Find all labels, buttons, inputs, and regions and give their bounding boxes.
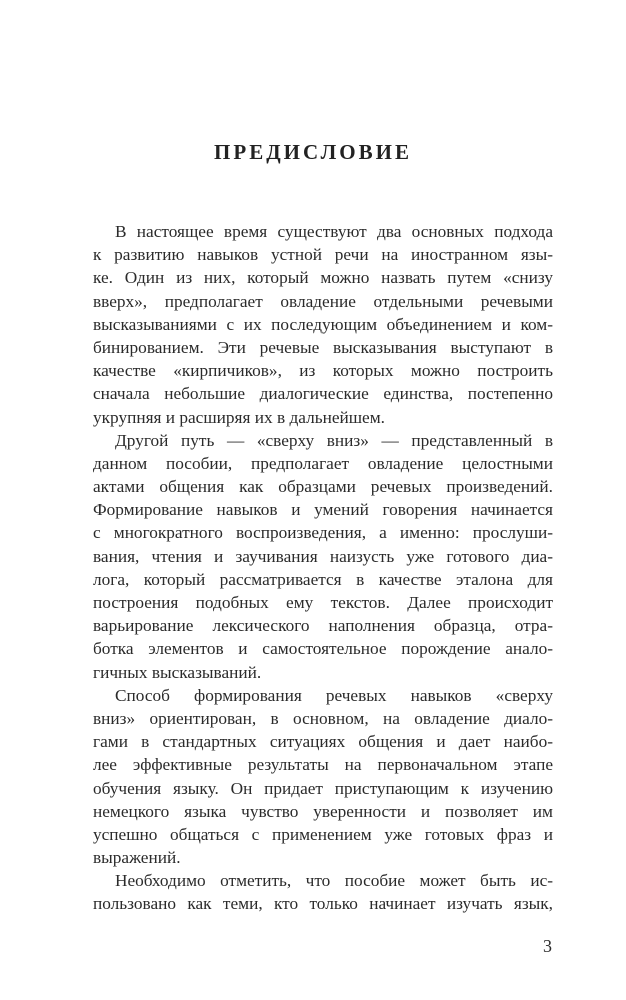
text-line: варьирование лексического наполнения образца, отра- — [93, 616, 553, 636]
text-line: немецкого языка чувство уверенности и позволяет им — [93, 801, 553, 821]
text-line: сначала небольшие диалогические единства, постепенно — [93, 384, 553, 404]
text-line: актами общения как образцами речевых произведений. — [93, 477, 553, 497]
text-line: Другой путь — «сверху вниз» — представленный в — [115, 430, 553, 450]
text-line: вания, чтения и заучивания наизусть уже готового диа- — [93, 546, 553, 566]
text-line: Формирование навыков и умений говорения начинается — [93, 500, 553, 520]
text-line: гичных высказываний. — [93, 662, 262, 682]
paragraph — [93, 869, 553, 915]
text-line: вниз» ориентирован, в основном, на овладение диало- — [93, 708, 553, 728]
text-line: ке. Один из них, который можно назвать путем «снизу — [93, 268, 553, 288]
text-line: лога, который рассматривается в качестве эталона для — [93, 569, 553, 589]
paragraph — [93, 429, 553, 684]
page-title: ПРЕДИСЛОВИЕ — [214, 140, 412, 164]
text-line: успешно общаться с применением уже готовых фраз и — [93, 824, 553, 844]
text-line: вверх», предполагает овладение отдельными речевыми — [93, 291, 553, 311]
text-line: с многократного воспроизведения, а именно: прослуши- — [93, 523, 553, 543]
text-line: обучения языку. Он придает приступающим к изучению — [93, 778, 553, 798]
paragraph — [93, 220, 553, 429]
page-number: 3 — [543, 936, 552, 956]
text-line: лее эффективные результаты на первоначальном этапе — [93, 755, 553, 775]
text-line: выражений. — [93, 848, 181, 868]
text-line: к развитию навыков устной речи на иностранном язы- — [93, 245, 553, 265]
text-line: построения подобных ему текстов. Далее происходит — [93, 593, 553, 612]
text-line: Необходимо отметить, что пособие может быть ис- — [115, 871, 553, 891]
text-line: данном пособии, предполагает овладение целостными — [93, 453, 553, 473]
text-line: В настоящее время существуют два основных подхода — [115, 222, 553, 241]
paragraph — [93, 684, 553, 870]
text-line: укрупняя и расширяя их в дальнейшем. — [93, 407, 385, 427]
body-text — [93, 220, 553, 916]
text-line: бинированием. Эти речевые высказывания выступают в — [93, 337, 553, 357]
text-line: пользовано как теми, кто только начинает изучать язык, — [93, 894, 553, 914]
text-line: качестве «кирпичиков», из которых можно построить — [93, 361, 553, 381]
text-line: ботка элементов и самостоятельное порождение анало- — [93, 639, 553, 659]
text-line: гами в стандартных ситуациях общения и дает наибо- — [93, 732, 553, 752]
text-line: высказываниями с их последующим объединением и ком- — [93, 314, 553, 334]
text-line: Способ формирования речевых навыков «сверху — [115, 685, 553, 705]
